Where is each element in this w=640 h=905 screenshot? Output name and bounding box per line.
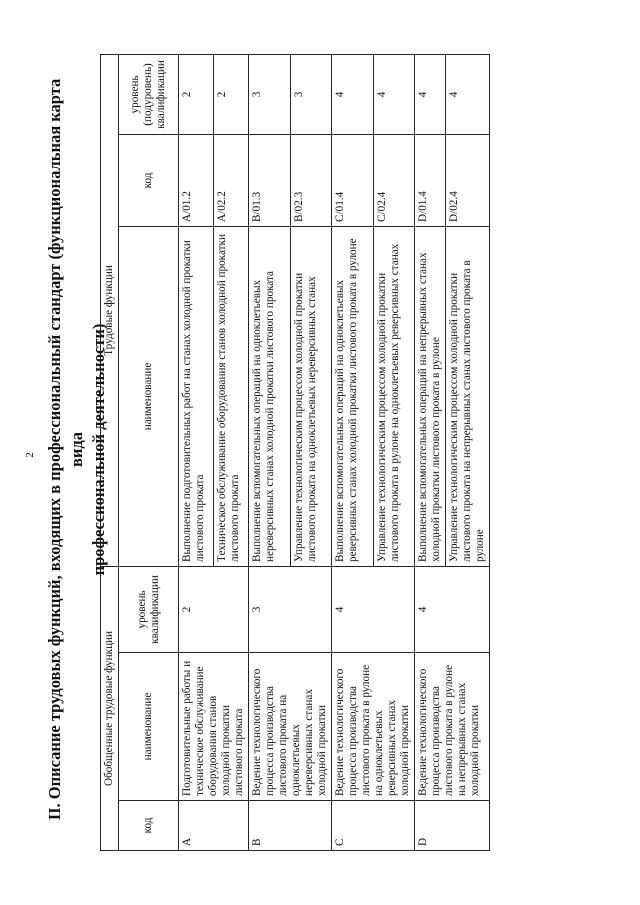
table-cell: 2: [179, 566, 249, 652]
header-name2: наименование: [119, 226, 179, 566]
table-cell: A/01.2: [179, 134, 214, 226]
table-row: [332, 54, 374, 850]
table-cell: D/02.4: [446, 134, 490, 226]
header-name: наименование: [119, 653, 179, 801]
header-code: код: [119, 801, 179, 851]
table-cell: 3: [249, 54, 291, 134]
page-title: II. Описание трудовых функций, входящих в профессиональный стандарт (функциональная карта вида профессиональной деятельности): [45, 78, 108, 821]
table-cell: Управление технологическим процессом холодной прокатки листового проката на одноклетьевых нереверсивных станах: [290, 226, 332, 566]
header-labor: Трудовые функции: [101, 54, 119, 566]
table-cell: Выполнение вспомогательных операций на одноклетьевых нереверсивных станах холодной прокатки листового проката: [249, 226, 291, 566]
table-cell: 4: [415, 566, 490, 652]
table-cell: 4: [415, 54, 446, 134]
functions-table: [100, 54, 490, 851]
table-cell: Техническое обслуживание оборудования станов холодной прокатки листового проката: [214, 226, 249, 566]
table-cell: Ведение технологического процесса производства листового проката на одноклетьевых нереверсивных станах холодной прокатки: [249, 653, 332, 801]
table-cell: Выполнение вспомогательных операций на непрерывных станах холодной прокатки листового проката в рулоне: [415, 226, 446, 566]
table-cell: 4: [373, 54, 415, 134]
table-cell: Управление технологическим процессом холодной прокатки листового проката в рулоне на одноклетьевых реверсивных станах: [373, 226, 415, 566]
table-cell: D/01.4: [415, 134, 446, 226]
table-cell: B/01.3: [249, 134, 291, 226]
table-cell: Выполнение вспомогательных операций на одноклетьевых реверсивных станах холодной прокатки листового проката в рулоне: [332, 226, 374, 566]
table-body: [179, 54, 490, 850]
header-code2: код: [119, 134, 179, 226]
table-cell: Ведение технологического процесса производства листового проката в рулоне на непрерывных станах холодной прокатки: [415, 653, 490, 801]
table-cell: Управление технологическим процессом холодной прокатки листового проката на непрерывных станах листового проката в рулоне: [446, 226, 490, 566]
table-cell: Подготовительные работы и техническое обслуживание оборудования станов холодной прокатки листового проката: [179, 653, 249, 801]
table-cell: 4: [332, 54, 374, 134]
table-cell: 4: [332, 566, 415, 652]
header-generalized: Обобщенные трудовые функции: [101, 566, 119, 850]
table-cell: A: [179, 801, 249, 851]
header-level2: уровень (подуровень) квалификации: [119, 54, 179, 134]
table-cell: 4: [446, 54, 490, 134]
table-cell: Ведение технологического процесса производства листового проката в рулоне на одноклетьевых реверсивных станах холодной прокатки: [332, 653, 415, 801]
table-cell: C/02.4: [373, 134, 415, 226]
table-row: [415, 54, 446, 850]
table-cell: C/01.4: [332, 134, 374, 226]
table-row: [249, 54, 291, 850]
table-cell: B: [249, 801, 332, 851]
table-cell: C: [332, 801, 415, 851]
table-cell: A/02.2: [214, 134, 249, 226]
table-cell: 3: [249, 566, 332, 652]
header-level: уровень квалификации: [119, 566, 179, 652]
page-number: 2: [23, 452, 36, 458]
table-cell: 2: [179, 54, 214, 134]
table-cell: B/02.3: [290, 134, 332, 226]
table-row: [179, 54, 214, 850]
table-cell: 2: [214, 54, 249, 134]
table-cell: 3: [290, 54, 332, 134]
table-cell: D: [415, 801, 490, 851]
table-cell: Выполнение подготовительных работ на станах холодной прокатки листового проката: [179, 226, 214, 566]
